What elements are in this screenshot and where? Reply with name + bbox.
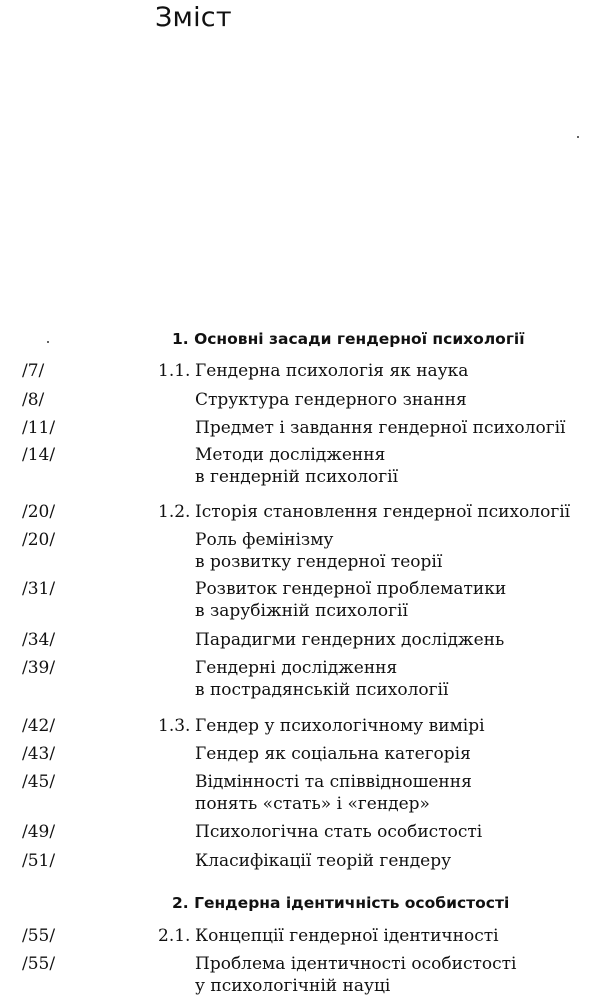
toc-page-number: /14/	[22, 445, 56, 465]
toc-page-number: /7/	[22, 361, 45, 381]
chapter-heading-1: 1. Основні засади гендерної психології	[172, 330, 525, 348]
toc-entry-title	[195, 771, 472, 815]
toc-entry-title: Гендерна психологія як наука	[195, 361, 469, 381]
toc-page-number: /34/	[22, 630, 56, 650]
toc-section-number: 1.1.	[158, 361, 191, 381]
toc-entry-title-line: в розвитку гендерної теорії	[195, 552, 443, 572]
toc-entry-title: Гендер у психологічному вимірі	[195, 716, 485, 736]
toc-entry-title: Гендер як соціальна категорія	[195, 744, 471, 764]
toc-entry-title-line: в зарубіжній психології	[195, 601, 408, 621]
toc-entry-title-line: у психологічній науці	[195, 976, 391, 996]
toc-page-number: /11/	[22, 418, 56, 438]
chapter-heading-2: 2. Гендерна ідентичність особистості	[172, 894, 510, 912]
toc-page-number: /31/	[22, 579, 56, 599]
toc-page-number: /55/	[22, 954, 56, 974]
toc-entry-title	[195, 953, 516, 997]
print-speck	[47, 341, 49, 343]
print-speck	[577, 136, 579, 138]
toc-section-number: 2.1.	[158, 926, 191, 946]
toc-section-number: 1.3.	[158, 716, 191, 736]
toc-entry-title-line: Гендерні дослідження	[195, 658, 398, 678]
toc-entry-title: Парадигми гендерних досліджень	[195, 630, 505, 650]
toc-entry-title	[195, 529, 442, 573]
toc-entry-title-line: понять «стать» і «гендер»	[195, 794, 430, 814]
toc-entry-title: Структура гендерного знання	[195, 390, 467, 410]
page-title: Зміст	[155, 2, 232, 33]
toc-page-number: /55/	[22, 926, 56, 946]
toc-entry-title-line: Методи дослідження	[195, 445, 386, 465]
toc-page-number: /20/	[22, 502, 56, 522]
toc-entry-title-line: Роль фемінізму	[195, 530, 334, 550]
toc-entry-title: Історія становлення гендерної психології	[195, 502, 571, 522]
toc-page-number: /45/	[22, 772, 56, 792]
toc-entry-title	[195, 657, 448, 701]
toc-page-number: /49/	[22, 822, 56, 842]
toc-entry-title-line: Розвиток гендерної проблематики	[195, 579, 507, 599]
toc-entry-title-line: в гендерній психології	[195, 467, 399, 487]
toc-entry-title: Предмет і завдання гендерної психології	[195, 418, 566, 438]
toc-page-number: /43/	[22, 744, 56, 764]
toc-entry-title: Психологічна стать особистості	[195, 822, 483, 842]
toc-page-number: /42/	[22, 716, 56, 736]
toc-entry-title-line: Проблема ідентичності особистості	[195, 954, 517, 974]
toc-section-number: 1.2.	[158, 502, 191, 522]
toc-entry-title	[195, 444, 398, 488]
toc-entry-title	[195, 578, 506, 622]
toc-entry-title: Класифікації теорій гендеру	[195, 851, 452, 871]
toc-page-number: /8/	[22, 390, 45, 410]
toc-entry-title-line: в пострадянській психології	[195, 680, 449, 700]
toc-entry-title: Концепції гендерної ідентичності	[195, 926, 499, 946]
toc-page-number: /39/	[22, 658, 56, 678]
toc-entry-title-line: Відмінності та співвідношення	[195, 772, 472, 792]
toc-page-number: /20/	[22, 530, 56, 550]
toc-page-number: /51/	[22, 851, 56, 871]
